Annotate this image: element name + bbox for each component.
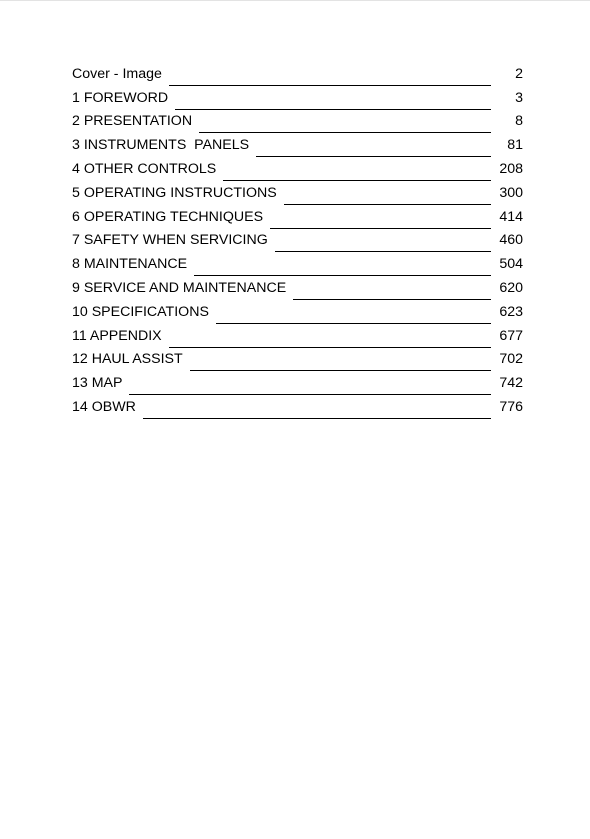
toc-entry-title: 7 SAFETY WHEN SERVICING <box>72 232 268 249</box>
toc-leader-line <box>194 274 491 276</box>
toc-leader-line <box>223 179 491 181</box>
toc-leader-line <box>129 393 491 395</box>
toc-entry-page: 620 <box>499 279 523 296</box>
toc-entry-service-and-maintenance[interactable] <box>72 273 523 297</box>
toc-entry-appendix[interactable] <box>72 321 523 345</box>
toc-leader-line <box>169 84 491 86</box>
toc-leader-line <box>284 203 491 205</box>
toc-entry-page: 504 <box>499 256 523 273</box>
toc-entry-haul-assist[interactable] <box>72 345 523 369</box>
toc-entry-page: 81 <box>507 137 523 154</box>
toc-entry-safety-when-servicing[interactable] <box>72 226 523 250</box>
toc-entry-title: 13 MAP <box>72 375 123 392</box>
toc-entry-title: 6 OPERATING TECHNIQUES <box>72 208 264 225</box>
toc-entry-cover[interactable] <box>72 59 523 83</box>
toc-entry-title: 1 FOREWORD <box>72 89 169 106</box>
toc-entry-presentation[interactable] <box>72 107 523 131</box>
toc-entry-page: 742 <box>499 375 523 392</box>
toc-entry-operating-instructions[interactable] <box>72 178 523 202</box>
toc-entry-title: 10 SPECIFICATIONS <box>72 303 209 320</box>
toc-entry-foreword[interactable] <box>72 83 523 107</box>
toc-entry-page: 460 <box>499 232 523 249</box>
toc-entry-page: 300 <box>499 184 523 201</box>
toc-entry-title: 5 OPERATING INSTRUCTIONS <box>72 184 277 201</box>
toc-leader-line <box>275 250 491 252</box>
toc-leader-line <box>143 417 491 419</box>
toc-entry-title: Cover - Image <box>72 65 162 82</box>
toc-entry-instruments-panels[interactable] <box>72 130 523 154</box>
toc-entry-page: 208 <box>499 160 523 177</box>
toc-entry-title: 11 APPENDIX <box>72 327 162 344</box>
toc-leader-line <box>199 131 491 133</box>
toc-leader-line <box>169 346 491 348</box>
toc-entry-obwr[interactable] <box>72 392 523 416</box>
toc-entry-page: 623 <box>499 303 523 320</box>
toc-entry-page: 677 <box>499 327 523 344</box>
toc-leader-line <box>293 298 491 300</box>
toc-leader-line <box>270 227 491 229</box>
toc-entry-specifications[interactable] <box>72 297 523 321</box>
toc-entry-page: 414 <box>499 208 523 225</box>
toc-entry-title: 4 OTHER CONTROLS <box>72 160 217 177</box>
toc-entry-title: 8 MAINTENANCE <box>72 256 188 273</box>
toc-entry-title: 2 PRESENTATION <box>72 113 193 130</box>
toc-leader-line <box>216 322 491 324</box>
toc-entry-title: 14 OBWR <box>72 398 136 415</box>
toc-entry-maintenance[interactable] <box>72 249 523 273</box>
toc-leader-line <box>256 155 491 157</box>
toc-entry-title: 12 HAUL ASSIST <box>72 351 183 368</box>
toc-entry-other-controls[interactable] <box>72 154 523 178</box>
toc-entry-title: 3 INSTRUMENTS PANELS <box>72 137 250 154</box>
toc-entry-page: 2 <box>515 65 523 82</box>
toc-entry-map[interactable] <box>72 368 523 392</box>
page-top-border <box>0 0 590 1</box>
toc-entry-title: 9 SERVICE AND MAINTENANCE <box>72 279 287 296</box>
toc-entry-page: 702 <box>499 351 523 368</box>
toc-leader-line <box>190 369 491 371</box>
toc-leader-line <box>175 108 491 110</box>
toc-entry-operating-techniques[interactable] <box>72 202 523 226</box>
toc-entry-page: 8 <box>515 113 523 130</box>
toc-entry-page: 3 <box>515 89 523 106</box>
table-of-contents <box>72 59 523 416</box>
toc-entry-page: 776 <box>499 398 523 415</box>
